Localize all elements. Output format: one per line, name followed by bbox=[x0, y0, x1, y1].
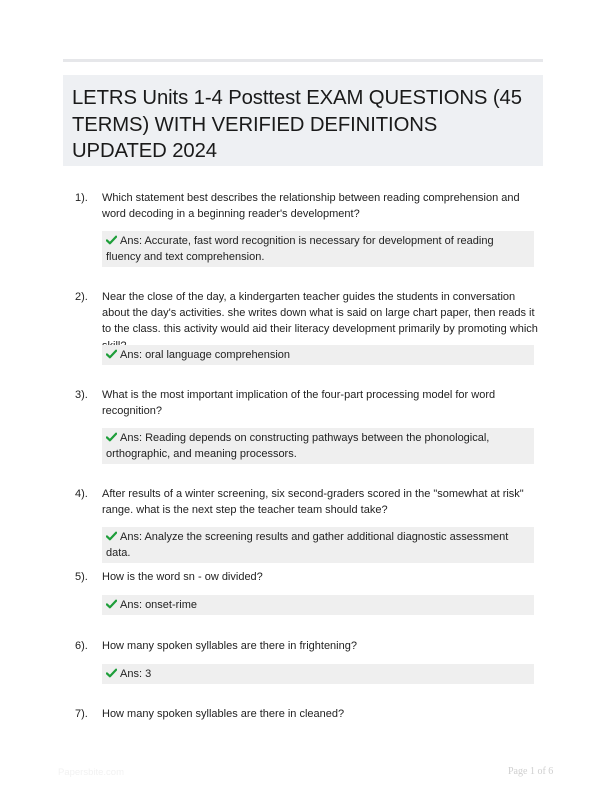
page-number: Page 1 of 6 bbox=[508, 766, 554, 777]
question-number: 5). bbox=[75, 571, 88, 583]
check-icon bbox=[106, 668, 117, 678]
answer-text: Ans: onset-rime bbox=[120, 599, 198, 611]
question-number: 7). bbox=[75, 708, 88, 720]
answer-box bbox=[102, 664, 534, 684]
question-text: After results of a winter screening, six second-graders scored in the "somewhat at risk" range. what is the next step the teacher team should take? bbox=[102, 488, 524, 517]
question-text: How many spoken syllables are there in cleaned? bbox=[102, 708, 345, 720]
answer-box bbox=[102, 345, 534, 365]
check-icon bbox=[106, 531, 117, 541]
question-text: Which statement best describes the relationship between reading comprehension and word decoding in a beginning reader's development? bbox=[102, 192, 520, 221]
check-icon bbox=[106, 235, 117, 245]
answer-box bbox=[102, 231, 534, 267]
footer-watermark: Papersbite.com bbox=[58, 767, 125, 778]
answer-box bbox=[102, 527, 534, 563]
question-number: 4). bbox=[75, 488, 88, 500]
question-text: How is the word sn - ow divided? bbox=[102, 571, 263, 583]
title-banner bbox=[63, 75, 543, 166]
question-number: 3). bbox=[75, 389, 88, 401]
answer-text: Ans: Accurate, fast word recognition is necessary for development of reading fluency and text comprehension. bbox=[106, 235, 494, 263]
answer-text: Ans: Reading depends on constructing pathways between the phonological, orthographic, and meaning processors. bbox=[106, 432, 490, 460]
check-icon bbox=[106, 599, 117, 609]
check-icon bbox=[106, 349, 117, 359]
document-title: LETRS Units 1-4 Posttest EXAM QUESTIONS (45 TERMS) WITH VERIFIED DEFINITIONS UPDATED 2024 bbox=[72, 87, 522, 162]
answer-box bbox=[102, 428, 534, 464]
top-divider bbox=[63, 59, 543, 62]
question-text: Near the close of the day, a kindergarten teacher guides the students in conversation about the day's activities. she writes down what is said on large chart paper, then reads it to the class. this activity would aid their literacy development primarily by promoting which bbox=[102, 291, 538, 336]
answer-text: Ans: Analyze the screening results and gather additional diagnostic assessment data. bbox=[106, 531, 509, 559]
check-icon bbox=[106, 432, 117, 442]
question-text: What is the most important implication of the four-part processing model for word recognition? bbox=[102, 389, 496, 418]
answer-text: Ans: 3 bbox=[120, 668, 152, 680]
question-text: How many spoken syllables are there in frightening? bbox=[102, 640, 357, 652]
question-number: 2). bbox=[75, 291, 88, 303]
question-number: 1). bbox=[75, 192, 88, 204]
answer-text: Ans: oral language comprehension bbox=[120, 349, 291, 361]
question-number: 6). bbox=[75, 640, 88, 652]
answer-box bbox=[102, 595, 534, 615]
